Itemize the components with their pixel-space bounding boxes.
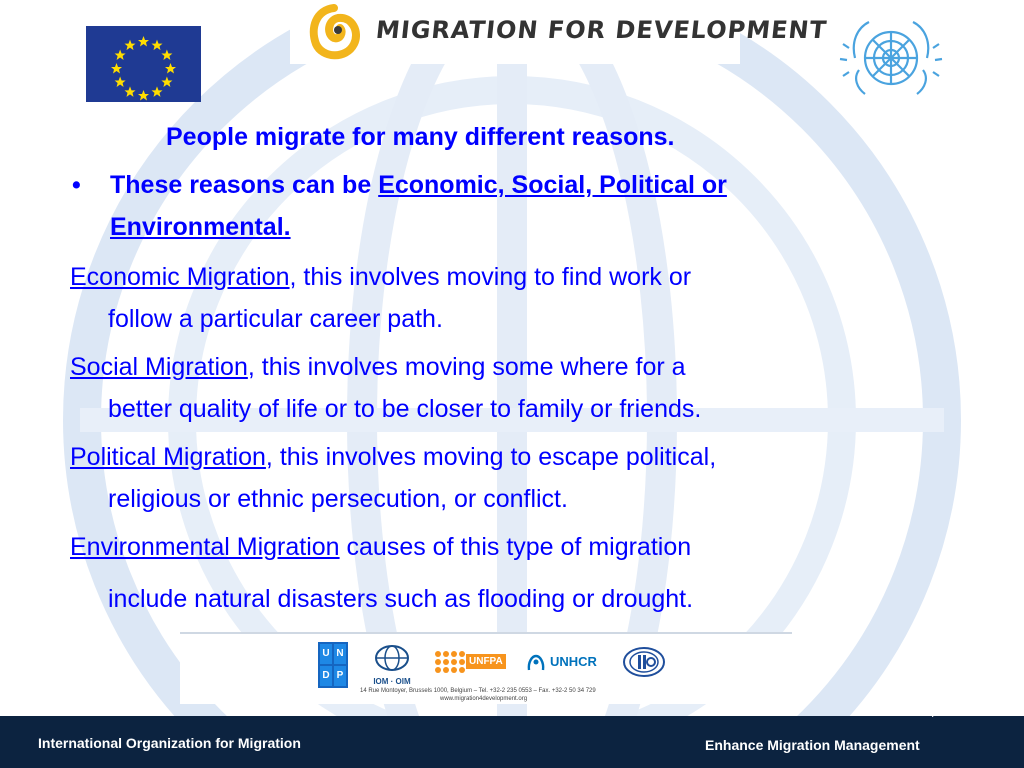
economic-migration-line-1: Economic Migration, this involves moving to find work or bbox=[70, 263, 692, 291]
page-number: 4 bbox=[928, 706, 935, 720]
economic-migration-term: Economic Migration bbox=[70, 263, 290, 291]
logo-text: MIGRATION FOR DEVELOPMENT bbox=[374, 16, 829, 44]
political-migration-line-1: Political Migration, this involves moving to escape political, bbox=[70, 443, 717, 471]
unfpa-logo: UNFPA bbox=[432, 648, 512, 676]
organization-name: International Organization for Migration bbox=[38, 735, 301, 751]
eu-stars-icon bbox=[86, 26, 201, 102]
website-text: www.migration4development.org bbox=[440, 696, 528, 702]
reasons-list-part-1: Economic, Social, Political or bbox=[378, 171, 727, 199]
environmental-migration-line-2: include natural disasters such as flooding or drought. bbox=[108, 585, 694, 613]
bullet-line-2 bbox=[110, 213, 291, 242]
un-emblem-icon bbox=[835, 18, 947, 104]
social-migration-line-2: better quality of life or to be closer to family or friends. bbox=[108, 395, 702, 423]
political-migration-term: Political Migration bbox=[70, 443, 266, 471]
slide-subtitle: People migrate for many different reasons. bbox=[166, 123, 675, 151]
sun-swirl-icon bbox=[308, 4, 360, 60]
bullet-line-1 bbox=[110, 171, 727, 200]
ilo-logo-icon bbox=[622, 646, 666, 678]
migration-for-development-logo bbox=[290, 0, 829, 64]
bullet-marker: • bbox=[72, 171, 81, 199]
eu-flag-logo bbox=[86, 26, 201, 102]
footer-tagline: Enhance Migration Management bbox=[705, 737, 920, 753]
social-migration-term: Social Migration bbox=[70, 353, 248, 381]
unfpa-dots-icon bbox=[432, 648, 468, 676]
unhcr-hands-icon bbox=[526, 652, 546, 672]
iom-logo: IOM · OIM bbox=[368, 644, 416, 684]
political-migration-line-2: religious or ethnic persecution, or conflict. bbox=[108, 485, 568, 513]
contact-address: 14 Rue Montoyer, Brussels 1000, Belgium – Tel. +32-2 235 0553 – Fax. +32-2 50 34 729 bbox=[360, 688, 596, 694]
unhcr-logo: UNHCR bbox=[526, 652, 610, 676]
environmental-migration-line-1: Environmental Migration causes of this type of migration bbox=[70, 533, 692, 561]
social-migration-line-1: Social Migration, this involves moving some where for a bbox=[70, 353, 686, 381]
undp-logo: U N D P bbox=[318, 642, 348, 688]
reasons-list-part-2: Environmental. bbox=[110, 213, 291, 241]
bullet-prefix: These reasons can be bbox=[110, 171, 379, 199]
environmental-migration-term: Environmental Migration bbox=[70, 533, 340, 561]
iom-globe-icon bbox=[368, 644, 416, 672]
economic-migration-line-2: follow a particular career path. bbox=[108, 305, 443, 333]
